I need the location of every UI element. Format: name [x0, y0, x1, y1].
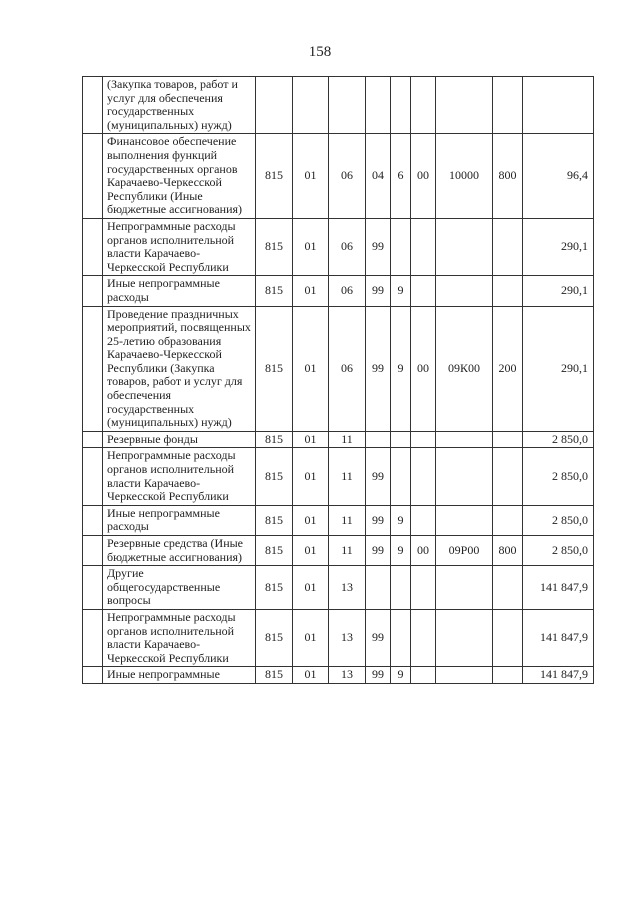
- expense-type-cell: 200: [493, 306, 523, 431]
- program-code-cell: [366, 566, 391, 610]
- admin-code-cell: [256, 77, 293, 134]
- program-code-cell: [366, 431, 391, 448]
- section-code-cell: 01: [293, 306, 329, 431]
- subsection-code-cell: 11: [329, 505, 366, 535]
- amount-cell: 2 850,0: [523, 431, 594, 448]
- direction-code-cell: [436, 505, 493, 535]
- admin-code-cell: 815: [256, 306, 293, 431]
- amount-cell: 141 847,9: [523, 566, 594, 610]
- table-row: [83, 134, 594, 219]
- subprogram-code-cell: 9: [391, 306, 411, 431]
- direction-code-cell: 10000: [436, 134, 493, 219]
- row-name: Финансовое обеспечение выполнения функций государственных органов Карачаево-Черкесской Республики (Иные бюджетные ассигнования): [103, 134, 256, 219]
- event-code-cell: 00: [411, 306, 436, 431]
- row-name: Резервные фонды: [103, 431, 256, 448]
- budget-table: [82, 76, 594, 684]
- subsection-code-cell: 11: [329, 431, 366, 448]
- event-code-cell: [411, 448, 436, 505]
- expense-type-cell: 800: [493, 536, 523, 566]
- subprogram-code-cell: 9: [391, 276, 411, 306]
- program-code-cell: 99: [366, 448, 391, 505]
- admin-code-cell: 815: [256, 218, 293, 275]
- row-name: Иные непрограммные: [103, 667, 256, 684]
- subprogram-code-cell: 9: [391, 505, 411, 535]
- direction-code-cell: [436, 667, 493, 684]
- indent-cell: [83, 218, 103, 275]
- row-name: Проведение праздничных мероприятий, посвященных 25-летию образования Карачаево-Черкесской Республики (Закупка товаров, работ и услуг для обеспечения государственных (муниципальных) нужд): [103, 306, 256, 431]
- indent-cell: [83, 134, 103, 219]
- event-code-cell: [411, 431, 436, 448]
- program-code-cell: 99: [366, 218, 391, 275]
- event-code-cell: [411, 218, 436, 275]
- indent-cell: [83, 566, 103, 610]
- expense-type-cell: [493, 218, 523, 275]
- section-code-cell: [293, 77, 329, 134]
- admin-code-cell: 815: [256, 566, 293, 610]
- indent-cell: [83, 448, 103, 505]
- admin-code-cell: 815: [256, 448, 293, 505]
- subprogram-code-cell: [391, 431, 411, 448]
- table-row: [83, 536, 594, 566]
- indent-cell: [83, 77, 103, 134]
- subprogram-code-cell: [391, 77, 411, 134]
- row-name: Резервные средства (Иные бюджетные ассигнования): [103, 536, 256, 566]
- program-code-cell: 99: [366, 609, 391, 666]
- event-code-cell: [411, 566, 436, 610]
- amount-cell: 141 847,9: [523, 667, 594, 684]
- section-code-cell: 01: [293, 276, 329, 306]
- table-row: [83, 306, 594, 431]
- subprogram-code-cell: 6: [391, 134, 411, 219]
- row-name: (Закупка товаров, работ и услуг для обеспечения государственных (муниципальных) нужд): [103, 77, 256, 134]
- event-code-cell: [411, 276, 436, 306]
- subsection-code-cell: 11: [329, 448, 366, 505]
- amount-cell: 290,1: [523, 306, 594, 431]
- amount-cell: 96,4: [523, 134, 594, 219]
- subsection-code-cell: 06: [329, 276, 366, 306]
- expense-type-cell: [493, 431, 523, 448]
- indent-cell: [83, 667, 103, 684]
- section-code-cell: 01: [293, 667, 329, 684]
- event-code-cell: 00: [411, 134, 436, 219]
- table-row: [83, 431, 594, 448]
- admin-code-cell: 815: [256, 134, 293, 219]
- event-code-cell: [411, 505, 436, 535]
- subsection-code-cell: 11: [329, 536, 366, 566]
- program-code-cell: 99: [366, 505, 391, 535]
- table-row: [83, 667, 594, 684]
- row-name: Иные непрограммные расходы: [103, 276, 256, 306]
- amount-cell: [523, 77, 594, 134]
- indent-cell: [83, 609, 103, 666]
- admin-code-cell: 815: [256, 609, 293, 666]
- section-code-cell: 01: [293, 505, 329, 535]
- table-row: [83, 566, 594, 610]
- amount-cell: 290,1: [523, 218, 594, 275]
- subprogram-code-cell: 9: [391, 536, 411, 566]
- amount-cell: 2 850,0: [523, 536, 594, 566]
- admin-code-cell: 815: [256, 431, 293, 448]
- subsection-code-cell: 13: [329, 566, 366, 610]
- admin-code-cell: 815: [256, 276, 293, 306]
- direction-code-cell: 09К00: [436, 306, 493, 431]
- program-code-cell: 04: [366, 134, 391, 219]
- expense-type-cell: [493, 505, 523, 535]
- amount-cell: 2 850,0: [523, 505, 594, 535]
- expense-type-cell: [493, 276, 523, 306]
- table-row: [83, 77, 594, 134]
- page-number: 158: [308, 44, 332, 60]
- expense-type-cell: [493, 448, 523, 505]
- subprogram-code-cell: [391, 609, 411, 666]
- admin-code-cell: 815: [256, 505, 293, 535]
- row-name: Непрограммные расходы органов исполнительной власти Карачаево-Черкесской Республики: [103, 218, 256, 275]
- subsection-code-cell: 06: [329, 134, 366, 219]
- table-row: [83, 448, 594, 505]
- subsection-code-cell: 13: [329, 667, 366, 684]
- amount-cell: 2 850,0: [523, 448, 594, 505]
- subsection-code-cell: 06: [329, 306, 366, 431]
- expense-type-cell: [493, 609, 523, 666]
- subsection-code-cell: 06: [329, 218, 366, 275]
- section-code-cell: 01: [293, 134, 329, 219]
- subprogram-code-cell: [391, 448, 411, 505]
- admin-code-cell: 815: [256, 667, 293, 684]
- direction-code-cell: [436, 609, 493, 666]
- table-row: [83, 218, 594, 275]
- direction-code-cell: [436, 218, 493, 275]
- direction-code-cell: [436, 448, 493, 505]
- table-row: [83, 276, 594, 306]
- table-row: [83, 609, 594, 666]
- subprogram-code-cell: 9: [391, 667, 411, 684]
- row-name: Непрограммные расходы органов исполнительной власти Карачаево-Черкесской Республики: [103, 448, 256, 505]
- subsection-code-cell: 13: [329, 609, 366, 666]
- event-code-cell: 00: [411, 536, 436, 566]
- event-code-cell: [411, 77, 436, 134]
- section-code-cell: 01: [293, 566, 329, 610]
- subprogram-code-cell: [391, 566, 411, 610]
- row-name: Непрограммные расходы органов исполнительной власти Карачаево-Черкесской Республики: [103, 609, 256, 666]
- amount-cell: 290,1: [523, 276, 594, 306]
- row-name: Иные непрограммные расходы: [103, 505, 256, 535]
- program-code-cell: 99: [366, 306, 391, 431]
- program-code-cell: 99: [366, 536, 391, 566]
- expense-type-cell: [493, 77, 523, 134]
- section-code-cell: 01: [293, 448, 329, 505]
- indent-cell: [83, 536, 103, 566]
- program-code-cell: [366, 77, 391, 134]
- section-code-cell: 01: [293, 218, 329, 275]
- indent-cell: [83, 306, 103, 431]
- event-code-cell: [411, 609, 436, 666]
- section-code-cell: 01: [293, 609, 329, 666]
- row-name: Другие общегосударственные вопросы: [103, 566, 256, 610]
- expense-type-cell: [493, 566, 523, 610]
- admin-code-cell: 815: [256, 536, 293, 566]
- indent-cell: [83, 431, 103, 448]
- direction-code-cell: [436, 566, 493, 610]
- direction-code-cell: [436, 77, 493, 134]
- subprogram-code-cell: [391, 218, 411, 275]
- direction-code-cell: [436, 431, 493, 448]
- table-row: [83, 505, 594, 535]
- section-code-cell: 01: [293, 431, 329, 448]
- indent-cell: [83, 276, 103, 306]
- expense-type-cell: [493, 667, 523, 684]
- amount-cell: 141 847,9: [523, 609, 594, 666]
- expense-type-cell: 800: [493, 134, 523, 219]
- direction-code-cell: [436, 276, 493, 306]
- event-code-cell: [411, 667, 436, 684]
- direction-code-cell: 09Р00: [436, 536, 493, 566]
- subsection-code-cell: [329, 77, 366, 134]
- section-code-cell: 01: [293, 536, 329, 566]
- indent-cell: [83, 505, 103, 535]
- program-code-cell: 99: [366, 667, 391, 684]
- program-code-cell: 99: [366, 276, 391, 306]
